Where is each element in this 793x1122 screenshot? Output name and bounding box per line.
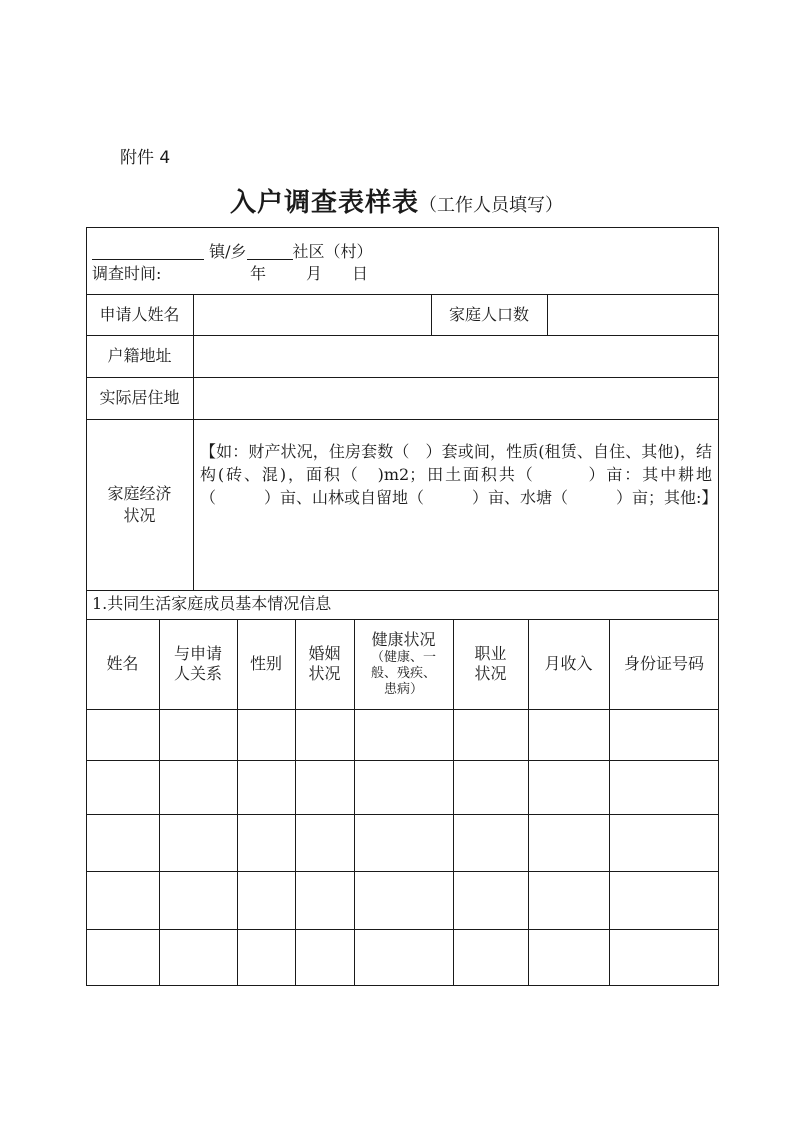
- economy-label-line1: 家庭经济: [107, 483, 172, 503]
- actual-address-label: 实际居住地: [99, 388, 180, 407]
- col-relation-line1: 与申请: [173, 644, 222, 663]
- table-row[interactable]: [86, 814, 719, 871]
- year-label: 年: [250, 264, 267, 283]
- table-row[interactable]: [86, 929, 719, 986]
- col-marriage: [295, 619, 354, 709]
- col-job-line2: 状况: [474, 664, 507, 683]
- title-sub: （工作人员填写）: [419, 195, 563, 216]
- applicant-name-field[interactable]: [193, 294, 431, 335]
- day-label: 日: [352, 264, 369, 283]
- title-main: 入户调查表样表: [229, 188, 419, 218]
- table-row[interactable]: [86, 709, 719, 760]
- col-job: [453, 619, 528, 709]
- applicant-name-label: 申请人姓名: [99, 304, 180, 324]
- table-row[interactable]: [86, 871, 719, 929]
- col-name: 姓名: [106, 654, 139, 673]
- col-marriage-line2: 状况: [308, 664, 341, 683]
- table-row[interactable]: [86, 760, 719, 814]
- household-address-field[interactable]: [193, 335, 719, 377]
- col-health-line3: 般、残疾、: [370, 666, 436, 681]
- col-id-number: 身份证号码: [623, 654, 704, 673]
- col-relation-line2: 人关系: [173, 664, 222, 683]
- col-health-line2: （健康、一: [370, 650, 436, 665]
- col-marriage-line1: 婚姻: [308, 644, 341, 663]
- col-gender: 性别: [249, 654, 282, 673]
- location-line: [92, 243, 373, 260]
- members-section-title: 1.共同生活家庭成员基本情况信息: [92, 594, 332, 613]
- town-blank[interactable]: [92, 243, 204, 260]
- household-address-label: 户籍地址: [107, 346, 172, 365]
- community-label: 社区（村）: [292, 242, 373, 261]
- economy-note[interactable]: 【如：财产状况，住房套数（ ）套或间，性质(租赁、自住、其他)，结构(砖、混)，面积（ )m2；田土面积共（ ）亩：其中耕地（ ）亩、山林或自留地（ ）亩、水塘（ ）亩；其他:】: [200, 442, 718, 507]
- attachment-label: 附件 4: [120, 148, 171, 168]
- family-count-label: 家庭人口数: [448, 304, 529, 324]
- col-health-line4: 患病）: [383, 682, 423, 697]
- family-count-field[interactable]: [547, 294, 719, 335]
- month-label: 月: [306, 264, 323, 283]
- economy-label-line2: 状况: [123, 505, 156, 525]
- col-relation: [159, 619, 237, 709]
- col-job-line1: 职业: [474, 644, 507, 663]
- town-label: 镇/乡: [209, 242, 247, 261]
- col-health: [354, 619, 453, 709]
- economy-label: [86, 419, 193, 590]
- rule-economy-bottom: [86, 590, 719, 591]
- page-title: [0, 182, 793, 219]
- actual-address-field[interactable]: [193, 377, 719, 419]
- community-blank[interactable]: [247, 243, 293, 260]
- col-health-line1: 健康状况: [371, 630, 436, 649]
- col-income: 月收入: [544, 654, 593, 673]
- survey-time-label: 调查时间:: [92, 264, 162, 283]
